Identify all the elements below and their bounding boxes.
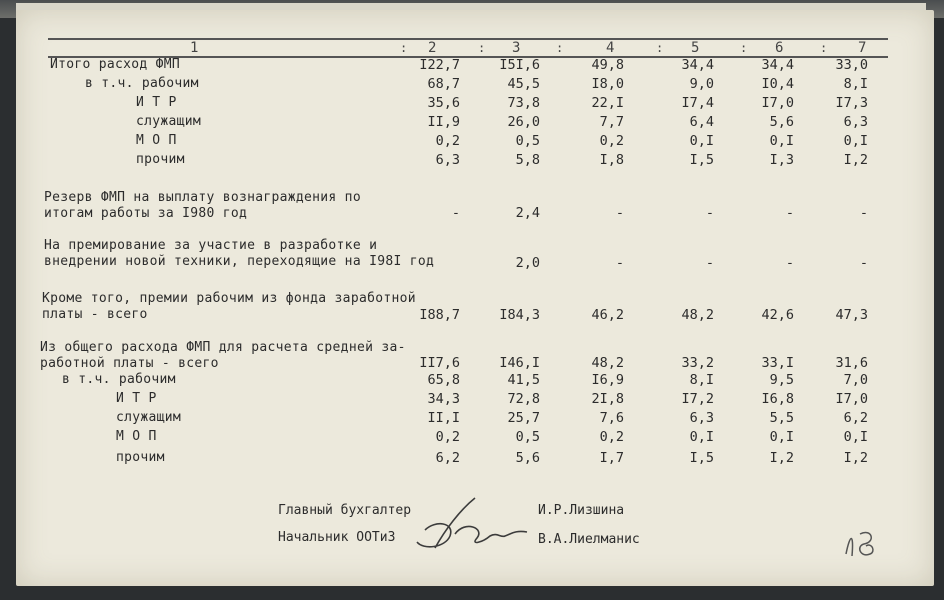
- table-cell: II7,6: [419, 355, 460, 371]
- column-separator: :: [400, 41, 408, 55]
- table-cell: 68,7: [427, 76, 460, 92]
- table-cell: 33,0: [835, 57, 868, 73]
- table-cell: -: [859, 205, 868, 221]
- table-cell: 5,6: [769, 114, 794, 130]
- column-header-7: 7: [858, 40, 867, 56]
- column-header-5: 5: [691, 40, 700, 56]
- column-header-3: 3: [512, 40, 521, 56]
- table-cell: 2,4: [515, 205, 540, 221]
- table-cell: I6,9: [591, 372, 624, 388]
- row-label: На премирование за участие в разработке и внедрении новой техники, переходящие на I98I год: [44, 238, 435, 269]
- chief-accountant-title: Главный бухгалтер: [278, 503, 412, 518]
- table-cell: 34,4: [681, 57, 714, 73]
- table-cell: 0,I: [689, 429, 714, 445]
- table-cell: 0,5: [515, 133, 540, 149]
- table-cell: 0,I: [843, 133, 868, 149]
- table-cell: 47,3: [835, 307, 868, 323]
- table-cell: I8,0: [591, 76, 624, 92]
- column-separator: :: [478, 41, 486, 55]
- head-name: В.А.Лиелманис: [538, 532, 640, 547]
- column-separator: :: [556, 41, 564, 55]
- row-label: в т.ч. рабочим: [62, 372, 176, 387]
- table-cell: 7,6: [599, 410, 624, 426]
- table-cell: I,2: [843, 152, 868, 168]
- table-cell: II,9: [427, 114, 460, 130]
- row-label: Резерв ФМП на выплату вознаграждения по итогам работы за I980 год: [44, 190, 361, 221]
- table-cell: 22,I: [591, 95, 624, 111]
- table-cell: 7,7: [599, 114, 624, 130]
- table-cell: I,2: [843, 450, 868, 466]
- table-cell: 26,0: [507, 114, 540, 130]
- table-cell: 65,8: [427, 372, 460, 388]
- table-cell: I,2: [769, 450, 794, 466]
- row-label: служащим: [136, 114, 202, 129]
- table-cell: 2,0: [515, 255, 540, 271]
- table-cell: 31,6: [835, 355, 868, 371]
- column-header-4: 4: [606, 40, 615, 56]
- table-cell: I7,0: [835, 391, 868, 407]
- table-cell: -: [705, 255, 714, 271]
- column-separator: :: [656, 41, 664, 55]
- table-cell: 6,3: [689, 410, 714, 426]
- table-cell: I,8: [599, 152, 624, 168]
- table-cell: -: [615, 205, 624, 221]
- chief-accountant-name: И.Р.Лизшина: [538, 503, 625, 518]
- table-cell: 6,2: [843, 410, 868, 426]
- row-label: прочим: [136, 152, 185, 167]
- column-separator: :: [740, 41, 748, 55]
- row-label: М О П: [136, 133, 177, 148]
- table-cell: 45,5: [507, 76, 540, 92]
- table-cell: 6,3: [435, 152, 460, 168]
- table-cell: 5,6: [515, 450, 540, 466]
- row-label: Из общего расхода ФМП для расчета средней за- работной платы - всего: [40, 340, 406, 371]
- table-cell: 72,8: [507, 391, 540, 407]
- table-cell: 35,6: [427, 95, 460, 111]
- table-cell: 34,3: [427, 391, 460, 407]
- table-cell: I5I,6: [499, 57, 540, 73]
- table-cell: 8,I: [843, 76, 868, 92]
- table-cell: I7,0: [761, 95, 794, 111]
- table-cell: 41,5: [507, 372, 540, 388]
- table-cell: I22,7: [419, 57, 460, 73]
- table-cell: -: [615, 255, 624, 271]
- table-cell: 5,5: [769, 410, 794, 426]
- table-cell: 5,8: [515, 152, 540, 168]
- table-cell: 0,2: [599, 133, 624, 149]
- table-cell: 46,2: [591, 307, 624, 323]
- row-label: прочим: [116, 450, 165, 465]
- row-label: в т.ч. рабочим: [85, 76, 199, 91]
- table-cell: 0,I: [843, 429, 868, 445]
- table-cell: I,7: [599, 450, 624, 466]
- table-cell: 0,2: [599, 429, 624, 445]
- row-label: М О П: [116, 429, 157, 444]
- table-cell: 33,I: [761, 355, 794, 371]
- table-cell: 8,I: [689, 372, 714, 388]
- table-cell: I46,I: [499, 355, 540, 371]
- handwritten-signature: [405, 490, 535, 558]
- table-cell: 9,0: [689, 76, 714, 92]
- table-cell: -: [859, 255, 868, 271]
- table-cell: 7,0: [843, 372, 868, 388]
- table-cell: 48,2: [681, 307, 714, 323]
- table-cell: -: [785, 205, 794, 221]
- table-cell: 42,6: [761, 307, 794, 323]
- table-cell: 2I,8: [591, 391, 624, 407]
- row-label: Кроме того, премии рабочим из фонда заработной платы - всего: [42, 291, 416, 322]
- column-header-1: 1: [190, 40, 199, 56]
- table-cell: 0,2: [435, 429, 460, 445]
- table-cell: 9,5: [769, 372, 794, 388]
- table-cell: I84,3: [499, 307, 540, 323]
- table-cell: I7,2: [681, 391, 714, 407]
- table-cell: 34,4: [761, 57, 794, 73]
- table-cell: -: [451, 205, 460, 221]
- column-header-2: 2: [428, 40, 437, 56]
- table-cell: 6,3: [843, 114, 868, 130]
- table-cell: 0,5: [515, 429, 540, 445]
- table-cell: 0,2: [435, 133, 460, 149]
- table-cell: 0,I: [689, 133, 714, 149]
- table-cell: 48,2: [591, 355, 624, 371]
- header-top-rule: [48, 38, 888, 40]
- row-label: Итого расход ФМП: [50, 57, 181, 72]
- table-cell: I0,4: [761, 76, 794, 92]
- table-cell: 49,8: [591, 57, 624, 73]
- table-cell: I,3: [769, 152, 794, 168]
- table-cell: I7,4: [681, 95, 714, 111]
- table-cell: 0,I: [769, 429, 794, 445]
- head-title: Начальник ООТиЗ: [278, 530, 396, 545]
- table-cell: I7,3: [835, 95, 868, 111]
- table-cell: 6,2: [435, 450, 460, 466]
- table-cell: II,I: [427, 410, 460, 426]
- table-cell: 0,I: [769, 133, 794, 149]
- table-cell: -: [705, 205, 714, 221]
- table-cell: 33,2: [681, 355, 714, 371]
- row-label: И Т Р: [116, 391, 157, 406]
- table-cell: 6,4: [689, 114, 714, 130]
- column-header-6: 6: [775, 40, 784, 56]
- column-separator: :: [820, 41, 828, 55]
- table-cell: -: [785, 255, 794, 271]
- table-cell: I,5: [689, 450, 714, 466]
- table-cell: I,5: [689, 152, 714, 168]
- table-cell: 25,7: [507, 410, 540, 426]
- page-number-mark: [836, 524, 882, 564]
- row-label: И Т Р: [136, 95, 177, 110]
- row-label: служащим: [116, 410, 182, 425]
- table-cell: 73,8: [507, 95, 540, 111]
- table-cell: I88,7: [419, 307, 460, 323]
- table-cell: I6,8: [761, 391, 794, 407]
